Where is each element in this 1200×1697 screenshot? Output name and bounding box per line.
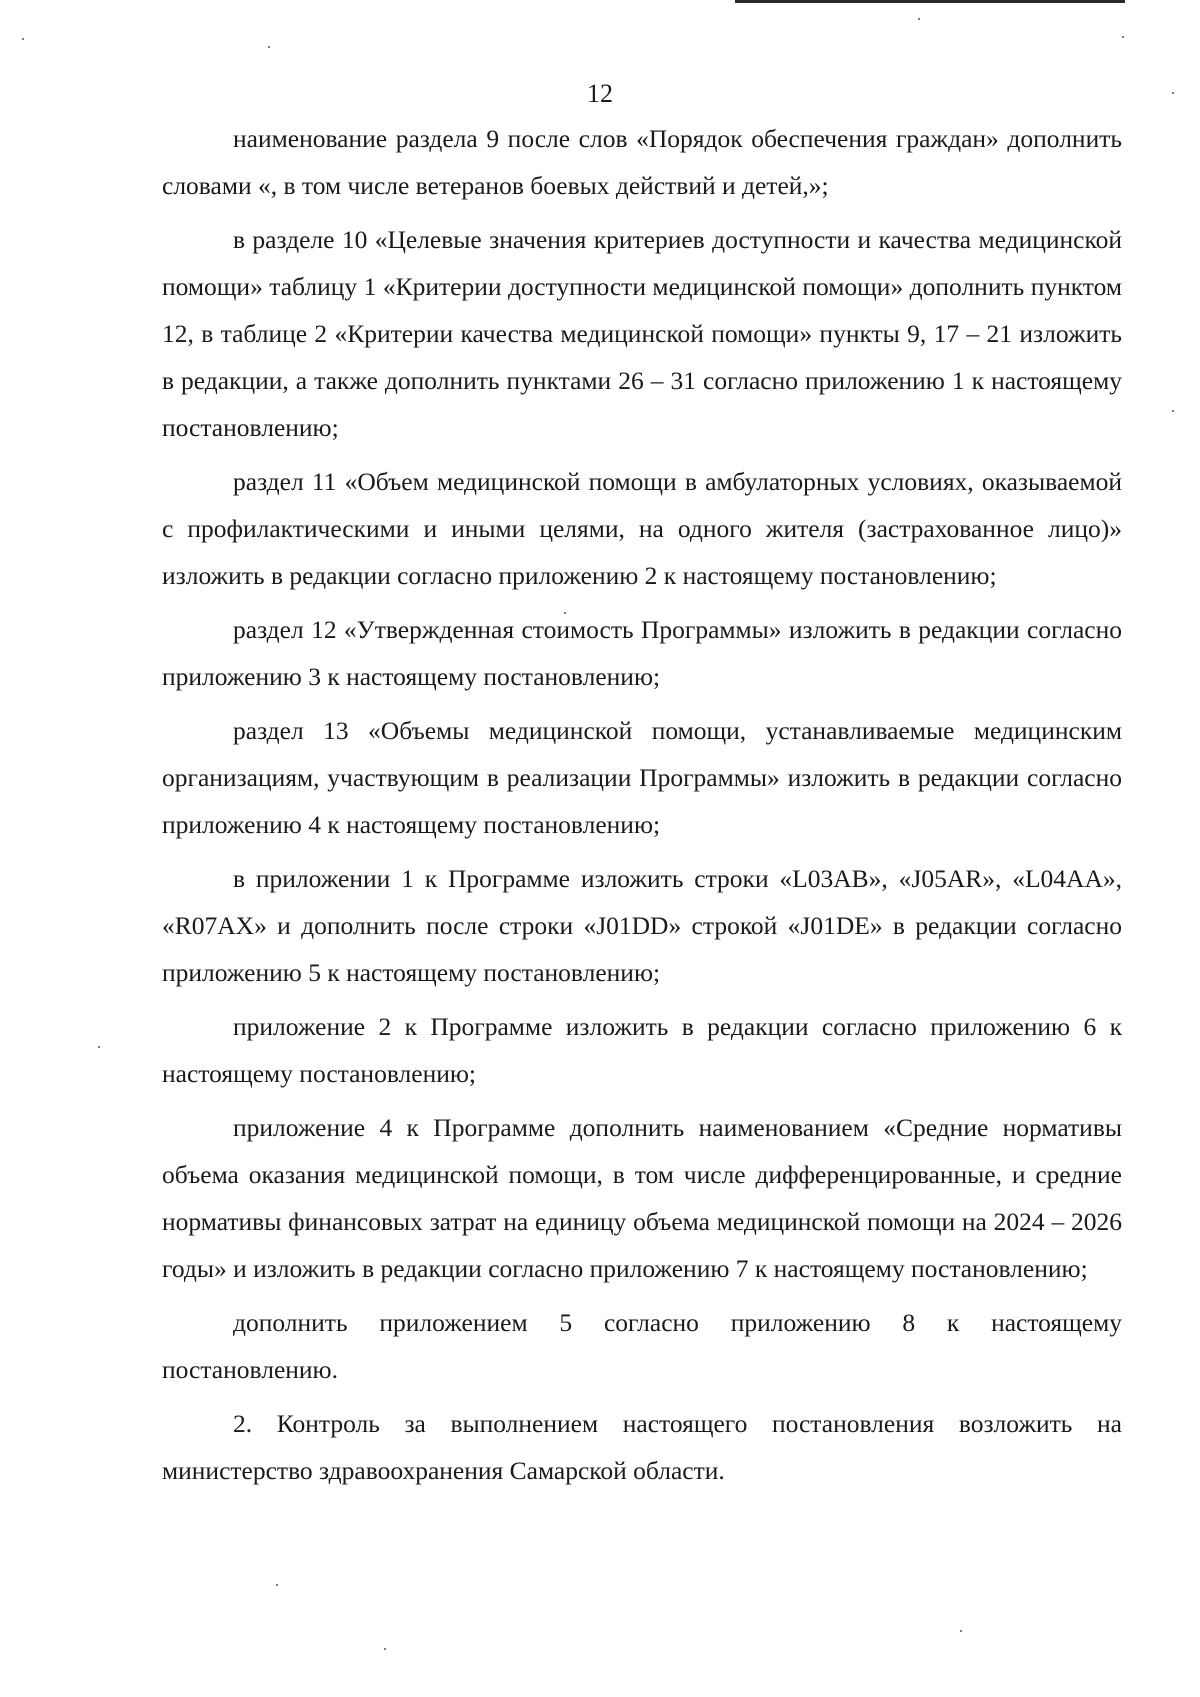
scan-speck: [22, 38, 24, 40]
paragraph-section-9-title: наименование раздела 9 после слов «Порядок обеспечения граждан» дополнить словами «, в том числе ветеранов боевых действий и детей,»;: [162, 124, 1122, 200]
scan-speck: [564, 612, 566, 614]
page-number: 12: [587, 79, 613, 108]
scan-speck: [384, 1648, 386, 1650]
document-body: [162, 115, 1122, 1501]
paragraph-section-10: в разделе 10 «Целевые значения критериев доступности и качества медицинской помощи» таблицу 1 «Критерии доступности медицинской помощи» дополнить пунктом 12, в таблице 2 «Критерии качества медицинской помощи» пункты 9, 17 – 21 изложить в редакции, а также дополнить пунктами 26 – 31 согласно приложению 1 к настоящему постановлению;: [162, 225, 1122, 442]
paragraph-section-13: раздел 13 «Объемы медицинской помощи, устанавливаемые медицинским организациям, участвующим в реализации Программы» изложить в редакции согласно приложению 4 к настоящему постановлению;: [162, 716, 1122, 839]
scan-speck: [268, 46, 270, 48]
scan-speck: [918, 18, 920, 20]
paragraph-appendix-2: приложение 2 к Программе изложить в редакции согласно приложению 6 к настоящему постановлению;: [162, 1012, 1122, 1088]
paragraph-section-11: раздел 11 «Объем медицинской помощи в амбулаторных условиях, оказываемой с профилактическими и иными целями, на одного жителя (застрахованное лицо)» изложить в редакции согласно приложению 2 к настоящему постановлению;: [162, 467, 1122, 590]
scan-speck: [98, 1046, 100, 1048]
top-border-line: [735, 0, 1125, 3]
paragraph-section-12: раздел 12 «Утвержденная стоимость Программы» изложить в редакции согласно приложению 3 к настоящему постановлению;: [162, 615, 1122, 691]
paragraph-control: 2. Контроль за выполнением настоящего постановления возложить на министерство здравоохранения Самарской области.: [162, 1409, 1122, 1485]
scan-speck: [960, 1630, 962, 1632]
scan-speck: [1172, 410, 1174, 412]
paragraph-appendix-5: дополнить приложением 5 согласно приложению 8 к настоящему постановлению.: [162, 1308, 1122, 1384]
scan-speck: [276, 1584, 278, 1586]
scan-speck: [1122, 36, 1124, 38]
paragraph-appendix-4: приложение 4 к Программе дополнить наименованием «Средние нормативы объема оказания медицинской помощи, в том числе дифференцированные, и средние нормативы финансовых затрат на единицу объема медицинской помощи на 2024 – 2026 годы» и изложить в редакции согласно приложению 7 к настоящему постановлению;: [162, 1113, 1122, 1283]
scan-speck: [1172, 92, 1174, 94]
paragraph-appendix-1: в приложении 1 к Программе изложить строки «L03AB», «J05AR», «L04AA», «R07AX» и дополнить после строки «J01DD» строкой «J01DE» в редакции согласно приложению 5 к настоящему постановлению;: [162, 864, 1122, 987]
